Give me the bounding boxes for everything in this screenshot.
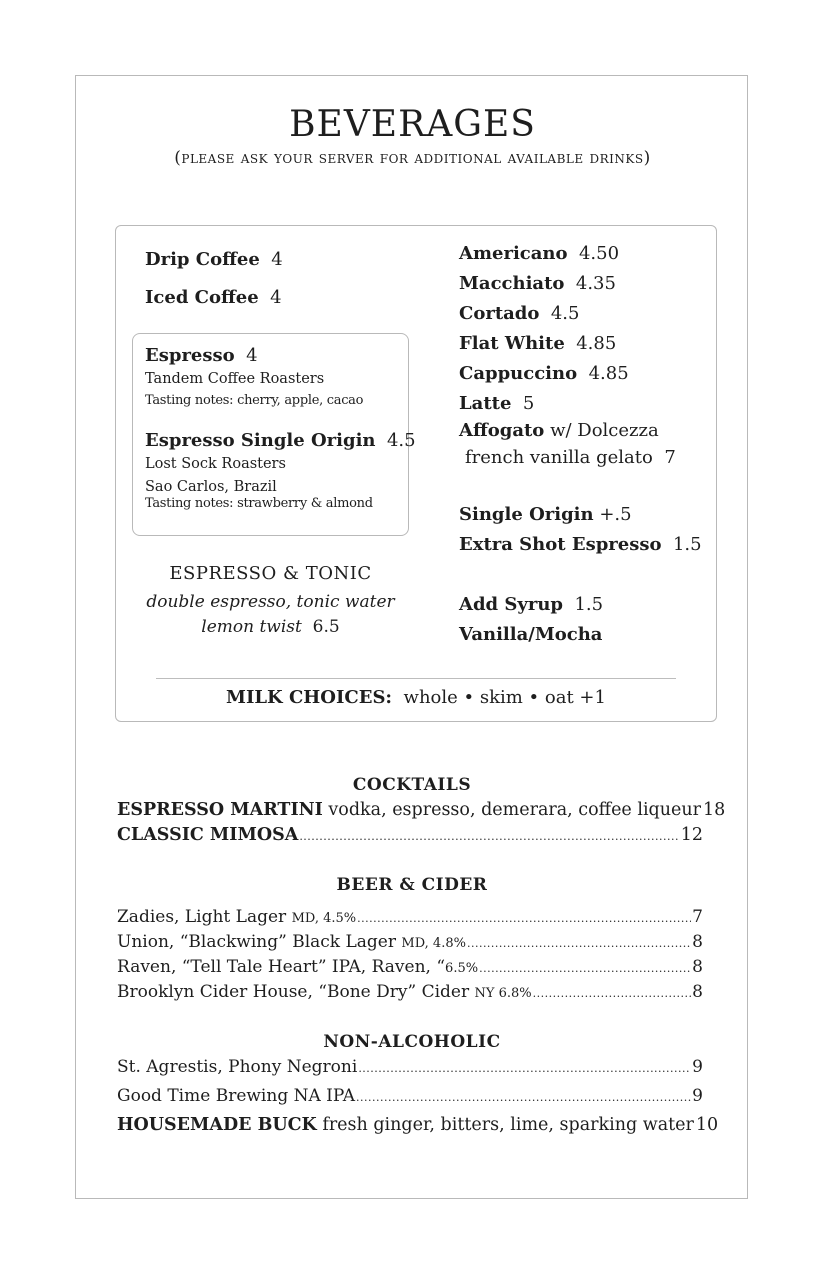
item-name: ESPRESSO MARTINI — [117, 800, 323, 820]
menu-item-espresso-martini — [117, 800, 726, 820]
extra-shot-espresso — [459, 534, 702, 555]
page-subtitle: (please ask your server for additional available drinks) — [174, 148, 651, 168]
extra-single-origin — [459, 504, 632, 525]
item-price: 18 — [703, 800, 726, 820]
item-price: 4 — [271, 249, 283, 270]
section-title-cocktails: COCKTAILS — [352, 775, 472, 795]
dot-leader — [479, 962, 691, 975]
single-origin-location: Sao Carlos, Brazil — [145, 479, 277, 495]
item-price: 5 — [522, 393, 535, 414]
menu-item-housemade-buck — [117, 1115, 719, 1135]
menu-item-flat-white — [459, 333, 616, 354]
item-name: Latte — [459, 393, 512, 414]
item-price: 8 — [692, 957, 703, 977]
item-price: 4.5 — [550, 303, 580, 324]
item-price: 8 — [692, 932, 703, 952]
menu-item-cortado — [459, 303, 579, 324]
item-name: Cappuccino — [459, 363, 578, 384]
item-price: +.5 — [599, 504, 632, 525]
menu-item-americano — [459, 243, 619, 264]
item-price: 9 — [692, 1057, 703, 1077]
item-price: 4 — [270, 287, 282, 308]
item-price: 9 — [692, 1086, 703, 1106]
syrup-flavors — [459, 624, 602, 645]
item-name: St. Agrestis, Phony Negroni — [117, 1057, 358, 1077]
tonic-garnish: lemon twist — [201, 617, 302, 637]
menu-item-iced-coffee — [145, 287, 282, 308]
item-price: 8 — [692, 982, 703, 1002]
milk-label: MILK CHOICES: — [226, 687, 393, 708]
item-name: Iced Coffee — [145, 287, 259, 308]
milk-divider — [156, 678, 676, 679]
item-desc: vodka, espresso, demerara, coffee liqueur — [328, 800, 702, 820]
dot-leader — [299, 830, 679, 843]
dot-leader — [467, 937, 691, 950]
menu-item-classic-mimosa — [117, 825, 703, 845]
tonic-price: 6.5 — [312, 617, 340, 637]
menu-item-drip-coffee — [145, 249, 283, 270]
item-name: HOUSEMADE BUCK — [117, 1115, 317, 1135]
item-name: Affogato — [459, 420, 545, 441]
item-name: Good Time Brewing NA IPA — [117, 1086, 356, 1106]
dot-leader — [533, 987, 692, 1000]
item-price: 12 — [680, 825, 703, 845]
espresso-tonic-desc-2 — [132, 617, 409, 637]
menu-item-brooklyn-cider — [117, 982, 703, 1002]
affogato-desc-line — [465, 447, 676, 468]
item-detail: MD, 4.8% — [401, 936, 466, 951]
item-name: CLASSIC MIMOSA — [117, 825, 299, 845]
item-name: Zadies, Light Lager — [117, 907, 287, 927]
espresso-tonic-desc: double espresso, tonic water — [146, 592, 395, 612]
item-desc: french vanilla gelato — [465, 447, 653, 468]
espresso-tonic-title: ESPRESSO & TONIC — [169, 563, 372, 584]
espresso-roaster: Tandem Coffee Roasters — [145, 371, 325, 387]
item-price: 4.85 — [588, 363, 629, 384]
item-price: 1.5 — [672, 534, 702, 555]
menu-item-raven-tell-tale-heart — [117, 957, 703, 977]
milk-options: whole • skim • oat +1 — [403, 687, 606, 708]
menu-item-affogato — [459, 420, 659, 441]
item-name: Drip Coffee — [145, 249, 260, 270]
item-name: Americano — [459, 243, 568, 264]
item-name: Espresso — [145, 345, 235, 366]
item-price: 4.35 — [575, 273, 616, 294]
add-syrup — [459, 594, 603, 615]
item-name: Brooklyn Cider House, “Bone Dry” Cider — [117, 982, 470, 1002]
item-name: Add Syrup — [459, 594, 564, 615]
single-origin-roaster: Lost Sock Roasters — [145, 456, 286, 472]
single-origin-tasting-notes: Tasting notes: strawberry & almond — [145, 496, 373, 511]
item-name: Union, “Blackwing” Black Lager — [117, 932, 396, 952]
menu-item-espresso-single-origin — [145, 430, 416, 451]
menu-item-na-ipa — [117, 1086, 703, 1106]
menu-item-zadies — [117, 907, 703, 927]
item-price: 10 — [695, 1115, 719, 1135]
item-price: 4.50 — [578, 243, 620, 264]
item-price: 4 — [246, 345, 258, 366]
milk-choices — [115, 687, 717, 708]
menu-item-espresso — [145, 345, 258, 366]
item-detail: 6.5% — [445, 961, 479, 976]
menu-item-latte — [459, 393, 534, 414]
item-name: Espresso Single Origin — [145, 430, 376, 451]
item-detail: NY 6.8% — [474, 986, 532, 1001]
section-title-non-alcoholic: NON-ALCOHOLIC — [323, 1032, 501, 1052]
item-price: 4.5 — [386, 430, 416, 451]
menu-item-macchiato — [459, 273, 616, 294]
item-name: Extra Shot Espresso — [459, 534, 662, 555]
item-detail: MD, 4.5% — [291, 911, 357, 926]
dot-leader — [358, 1062, 691, 1075]
item-desc: w/ Dolcezza — [550, 420, 659, 441]
item-price: 4.85 — [576, 333, 617, 354]
item-price: 7 — [692, 907, 703, 927]
item-price: 7 — [664, 447, 676, 468]
item-name: Cortado — [459, 303, 540, 324]
page-title: BEVERAGES — [289, 104, 536, 145]
espresso-tasting-notes: Tasting notes: cherry, apple, cacao — [145, 393, 364, 408]
dot-leader — [357, 912, 691, 925]
syrup-flavors-text: Vanilla/Mocha — [459, 624, 603, 645]
menu-item-phony-negroni — [117, 1057, 703, 1077]
item-name: Flat White — [459, 333, 565, 354]
item-price: 1.5 — [574, 594, 604, 615]
menu-item-cappuccino — [459, 363, 629, 384]
item-name: Raven, “Tell Tale Heart” IPA, Raven, “ — [117, 957, 446, 977]
item-name: Single Origin — [459, 504, 594, 525]
dot-leader — [356, 1091, 691, 1104]
item-name: Macchiato — [459, 273, 565, 294]
menu-item-union-blackwing — [117, 932, 703, 952]
section-title-beer-cider: BEER & CIDER — [336, 875, 488, 895]
item-desc: fresh ginger, bitters, lime, sparking water — [322, 1115, 694, 1135]
